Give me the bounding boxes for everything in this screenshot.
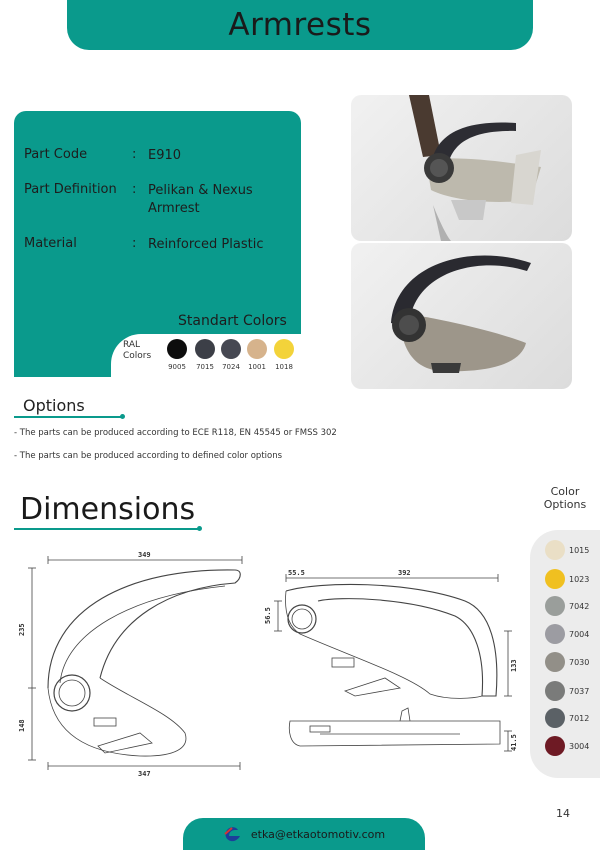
color-swatch-1015: [545, 540, 565, 560]
dim-label: 392: [398, 569, 411, 577]
page-number: 14: [556, 807, 570, 820]
dim-label: 235: [18, 623, 26, 636]
separator: :: [132, 236, 137, 251]
color-code: 1023: [569, 575, 590, 584]
dim-label: 55.5: [288, 569, 305, 577]
product-photo-front: [351, 243, 572, 389]
options-underline: [14, 416, 122, 418]
dimension-drawing-right: [260, 566, 520, 781]
dim-label: 133: [510, 659, 518, 672]
footer-bar: [183, 818, 425, 850]
contact-email[interactable]: etka@etkaotomotiv.com: [250, 827, 386, 841]
ral-code: 7015: [196, 363, 214, 371]
etka-logo-icon: [223, 824, 243, 844]
product-photo-side: [351, 95, 572, 241]
ral-code: 1001: [248, 363, 266, 371]
part-code-row: [24, 147, 288, 165]
ral-code: 9005: [168, 363, 186, 371]
part-code-label: Part Code: [24, 147, 88, 162]
color-swatch-7030: [545, 652, 565, 672]
dimension-drawing-left: [20, 548, 260, 778]
color-swatch-7004: [545, 624, 565, 644]
color-options-panel: [530, 530, 600, 778]
color-code: 7037: [569, 687, 590, 696]
separator: :: [132, 182, 137, 197]
dim-label: 349: [138, 551, 151, 559]
part-code-value: E910: [148, 148, 182, 163]
color-options-title: Color Options: [543, 485, 587, 511]
dim-label: 41.5: [510, 734, 518, 751]
material-label: Material: [24, 236, 77, 251]
material-value: Reinforced Plastic: [148, 237, 264, 252]
ral-swatch-7015: [195, 339, 215, 359]
material-row: [24, 236, 288, 254]
color-code: 7004: [569, 630, 590, 639]
ral-colors-label: RAL Colors: [123, 340, 152, 361]
part-definition-row: [24, 182, 288, 218]
color-swatch-7042: [545, 596, 565, 616]
ral-swatch-1018: [274, 339, 294, 359]
ral-swatch-9005: [167, 339, 187, 359]
color-code: 3004: [569, 742, 590, 751]
ral-code: 1018: [275, 363, 293, 371]
separator: :: [132, 147, 137, 162]
part-definition-label: Part Definition: [24, 182, 117, 197]
option-bullet: - The parts can be produced according to defined color options: [14, 451, 283, 461]
dim-label: 148: [18, 719, 26, 732]
color-code: 7012: [569, 714, 590, 723]
color-swatch-7012: [545, 708, 565, 728]
dimensions-underline-dot: [197, 526, 202, 531]
title-bar: [67, 0, 533, 50]
option-bullet: - The parts can be produced according to ECE R118, EN 45545 or FMSS 302: [14, 428, 337, 438]
dimensions-heading: Dimensions: [20, 492, 196, 527]
ral-swatch-1001: [247, 339, 267, 359]
options-underline-dot: [120, 414, 125, 419]
options-heading: Options: [23, 396, 85, 415]
color-swatch-3004: [545, 736, 565, 756]
dim-label: 347: [138, 770, 151, 778]
standart-colors-title: Standart Colors: [178, 313, 287, 329]
color-code: 7042: [569, 602, 590, 611]
color-swatch-1023: [545, 569, 565, 589]
ral-code: 7024: [222, 363, 240, 371]
dimensions-underline: [14, 528, 199, 530]
ral-swatch-7024: [221, 339, 241, 359]
part-definition-value: Pelikan & Nexus Armrest: [148, 183, 253, 216]
page-title: Armrests: [228, 7, 372, 43]
color-code: 7030: [569, 658, 590, 667]
color-swatch-7037: [545, 681, 565, 701]
dim-label: 56.5: [264, 607, 272, 624]
color-code: 1015: [569, 546, 590, 555]
